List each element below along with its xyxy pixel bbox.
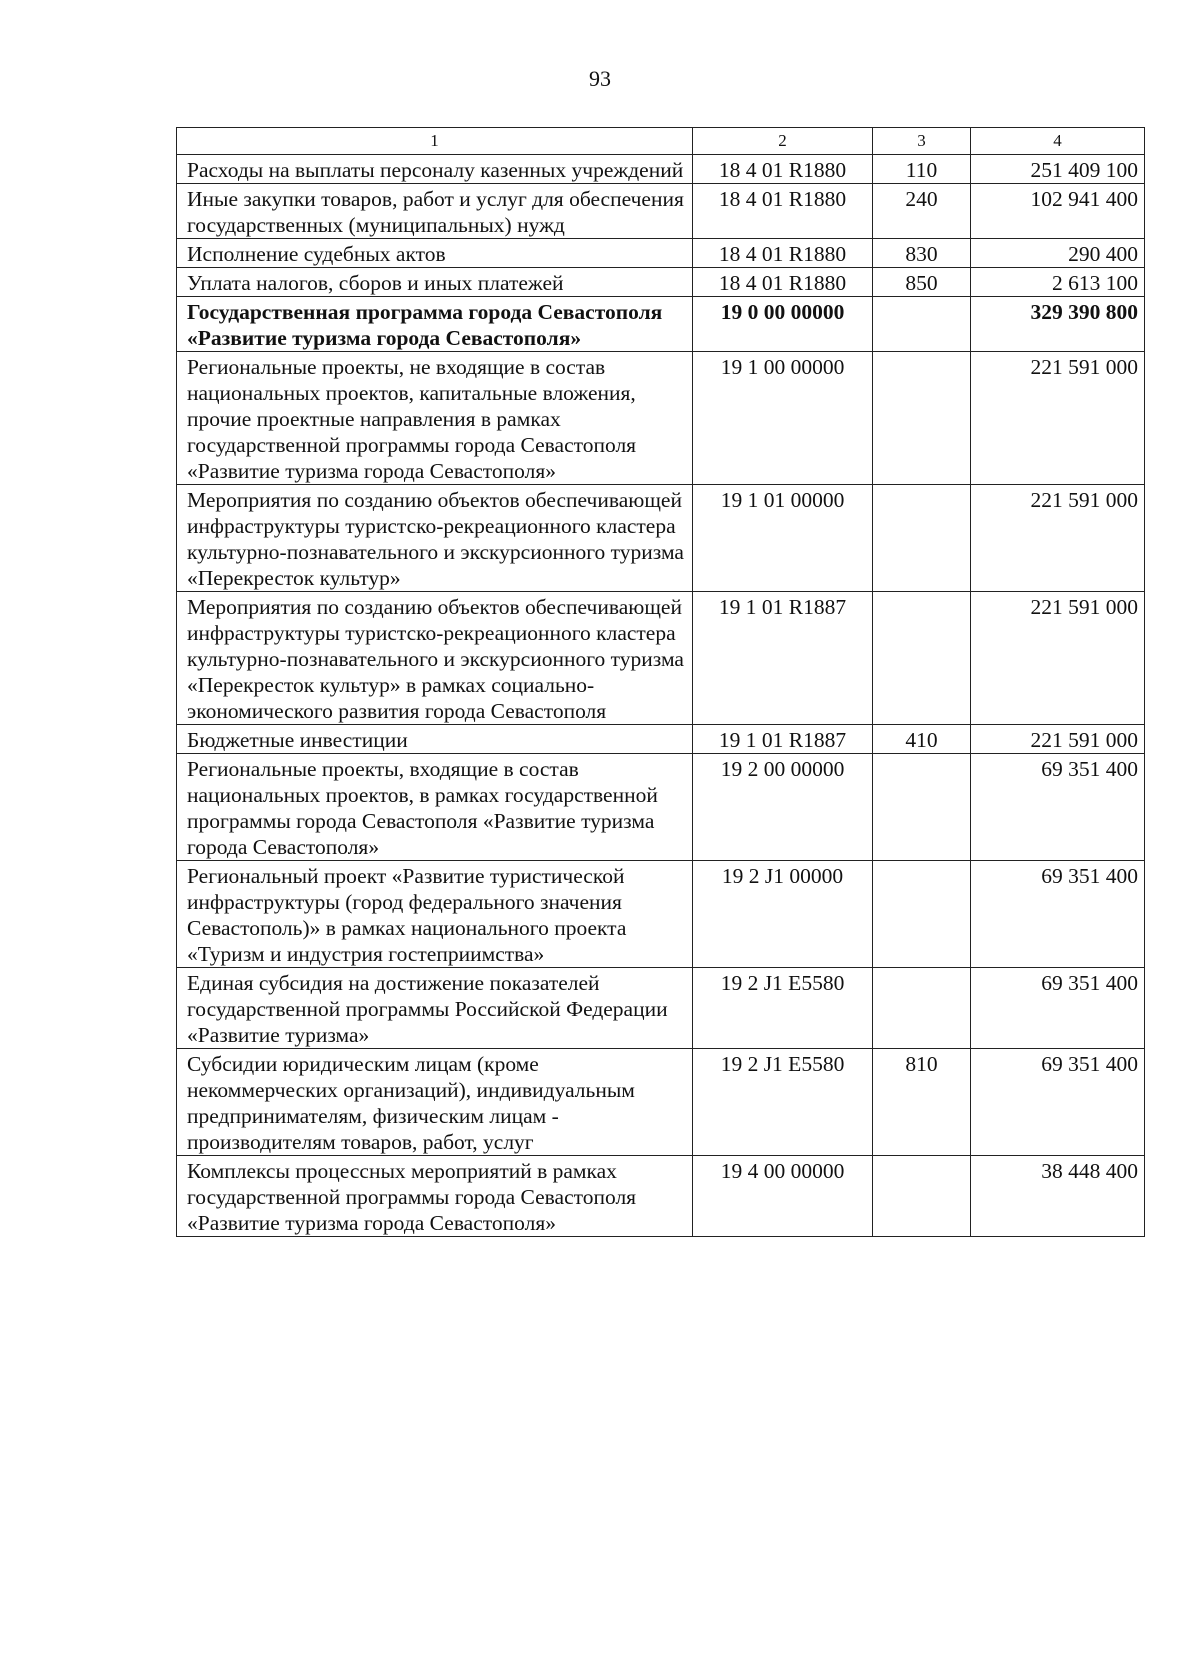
row-sum-cell: 69 351 400 [971, 968, 1145, 1049]
row-type-cell [873, 297, 971, 352]
row-name-cell: Исполнение судебных актов [177, 239, 693, 268]
row-code-cell: 19 0 00 00000 [693, 297, 873, 352]
row-code-cell: 19 1 01 00000 [693, 485, 873, 592]
row-name-cell: Бюджетные инвестиции [177, 725, 693, 754]
table-row [177, 968, 1145, 1049]
table-row [177, 725, 1145, 754]
row-name-cell: Региональные проекты, входящие в состав национальных проектов, в рамках государственной программы города Севастополя «Развитие туризма города Севастополя» [177, 754, 693, 861]
row-name-cell: Региональный проект «Развитие туристической инфраструктуры (город федерального значения Севастополь)» в рамках национального проекта «Туризм и индустрия гостеприимства» [177, 861, 693, 968]
row-name-cell: Единая субсидия на достижение показателей государственной программы Российской Федерации «Развитие туризма» [177, 968, 693, 1049]
row-code-cell: 18 4 01 R1880 [693, 268, 873, 297]
header-cell-3: 3 [873, 128, 971, 155]
row-type-cell: 810 [873, 1049, 971, 1156]
row-name-cell: Мероприятия по созданию объектов обеспечивающей инфраструктуры туристско-рекреационного кластера культурно-познавательного и экскурсионного туризма «Перекресток культур» [177, 485, 693, 592]
header-cell-1: 1 [177, 128, 693, 155]
row-type-cell [873, 968, 971, 1049]
row-type-cell [873, 352, 971, 485]
row-name-cell: Региональные проекты, не входящие в состав национальных проектов, капитальные вложения, прочие проектные направления в рамках государственной программы города Севастополя «Развитие туризма города Севастополя» [177, 352, 693, 485]
row-type-cell [873, 485, 971, 592]
table-body [177, 128, 1145, 1237]
row-type-cell: 410 [873, 725, 971, 754]
table-row [177, 239, 1145, 268]
row-code-cell: 19 2 J1 E5580 [693, 1049, 873, 1156]
table-row [177, 184, 1145, 239]
table-header-row [177, 128, 1145, 155]
table-row [177, 352, 1145, 485]
row-name-cell: Уплата налогов, сборов и иных платежей [177, 268, 693, 297]
row-sum-cell: 69 351 400 [971, 861, 1145, 968]
table-row [177, 592, 1145, 725]
row-sum-cell: 221 591 000 [971, 485, 1145, 592]
row-sum-cell: 2 613 100 [971, 268, 1145, 297]
row-sum-cell: 221 591 000 [971, 352, 1145, 485]
row-sum-cell: 69 351 400 [971, 1049, 1145, 1156]
table-row [177, 1156, 1145, 1237]
table-row [177, 268, 1145, 297]
row-code-cell: 19 2 J1 00000 [693, 861, 873, 968]
table-row [177, 297, 1145, 352]
row-sum-cell: 38 448 400 [971, 1156, 1145, 1237]
row-type-cell: 850 [873, 268, 971, 297]
row-code-cell: 18 4 01 R1880 [693, 239, 873, 268]
row-code-cell: 18 4 01 R1880 [693, 184, 873, 239]
table-row [177, 754, 1145, 861]
row-code-cell: 19 2 00 00000 [693, 754, 873, 861]
row-type-cell [873, 1156, 971, 1237]
row-code-cell: 19 1 01 R1887 [693, 592, 873, 725]
row-name-cell: Государственная программа города Севастополя «Развитие туризма города Севастополя» [177, 297, 693, 352]
row-sum-cell: 221 591 000 [971, 725, 1145, 754]
row-type-cell [873, 754, 971, 861]
row-type-cell [873, 861, 971, 968]
budget-table [176, 127, 1145, 1237]
row-sum-cell: 290 400 [971, 239, 1145, 268]
row-sum-cell: 69 351 400 [971, 754, 1145, 861]
row-sum-cell: 251 409 100 [971, 155, 1145, 184]
row-name-cell: Расходы на выплаты персоналу казенных учреждений [177, 155, 693, 184]
page-number: 93 [589, 66, 611, 91]
row-sum-cell: 102 941 400 [971, 184, 1145, 239]
table-row [177, 485, 1145, 592]
row-sum-cell: 221 591 000 [971, 592, 1145, 725]
header-cell-4: 4 [971, 128, 1145, 155]
row-type-cell [873, 592, 971, 725]
row-name-cell: Мероприятия по созданию объектов обеспечивающей инфраструктуры туристско-рекреационного кластера культурно-познавательного и экскурсионного туризма «Перекресток культур» в рамках социально-экономического развития города Севастополя [177, 592, 693, 725]
table-row [177, 155, 1145, 184]
row-type-cell: 830 [873, 239, 971, 268]
row-name-cell: Иные закупки товаров, работ и услуг для обеспечения государственных (муниципальных) нужд [177, 184, 693, 239]
row-type-cell: 240 [873, 184, 971, 239]
row-type-cell: 110 [873, 155, 971, 184]
row-code-cell: 19 2 J1 E5580 [693, 968, 873, 1049]
header-cell-2: 2 [693, 128, 873, 155]
table-row [177, 861, 1145, 968]
row-code-cell: 19 4 00 00000 [693, 1156, 873, 1237]
row-sum-cell: 329 390 800 [971, 297, 1145, 352]
row-code-cell: 19 1 01 R1887 [693, 725, 873, 754]
row-code-cell: 18 4 01 R1880 [693, 155, 873, 184]
table-row [177, 1049, 1145, 1156]
row-name-cell: Комплексы процессных мероприятий в рамках государственной программы города Севастополя «Развитие туризма города Севастополя» [177, 1156, 693, 1237]
row-code-cell: 19 1 00 00000 [693, 352, 873, 485]
row-name-cell: Субсидии юридическим лицам (кроме некоммерческих организаций), индивидуальным предпринимателям, физическим лицам - производителям товаров, работ, услуг [177, 1049, 693, 1156]
